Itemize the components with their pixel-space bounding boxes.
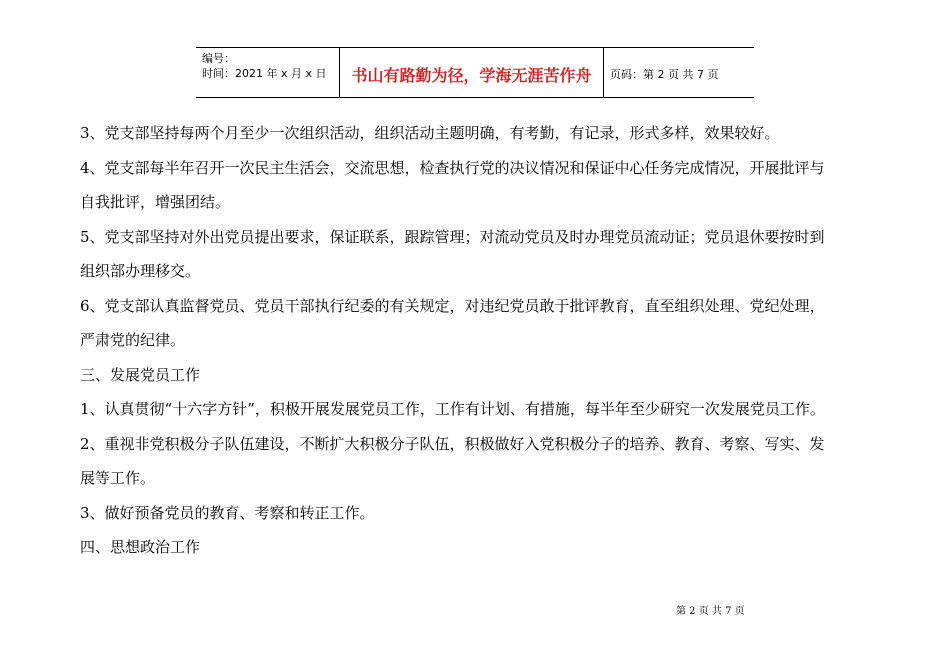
- page-footer: 第 2 页 共 7 页: [676, 606, 745, 617]
- paragraph-line: 4、党支部每半年召开一次民主生活会，交流思想，检查执行党的决议情况和保证中心任务完成情况，开展批评与: [80, 158, 825, 177]
- header-left-cell: [196, 48, 340, 97]
- page-header: [196, 47, 754, 98]
- paragraph-line: 自我批评，增强团结。: [80, 193, 231, 211]
- serial-number-label: 编号：: [202, 52, 235, 65]
- paragraph-line: 3、党支部坚持每两个月至少一次组织活动，组织活动主题明确，有考勤，有记录，形式多样，效果较好。: [80, 124, 780, 142]
- paragraph-line: 展等工作。: [80, 469, 156, 487]
- date-label: 时间：2021 年 x 月 x 日: [202, 67, 327, 80]
- paragraph-line: 1、认真贯彻“十六字方针”，积极开展发展党员工作，工作有计划、有措施，每半年至少研究一次发展党员工作。: [80, 400, 825, 418]
- section-heading: 三、发展党员工作: [80, 365, 201, 384]
- header-motto: 书山有路勤为径，学海无涯苦作舟: [340, 48, 604, 97]
- section-heading: 四、思想政治工作: [80, 538, 201, 556]
- header-page-info: 页码：第 2 页 共 7 页: [610, 67, 719, 81]
- paragraph-line: 组织部办理移交。: [80, 262, 201, 280]
- document-body: [80, 116, 880, 565]
- paragraph-line: 3、做好预备党员的教育、考察和转正工作。: [80, 503, 375, 522]
- paragraph-line: 5、党支部坚持对外出党员提出要求，保证联系，跟踪管理；对流动党员及时办理党员流动证；党员退休要按时到: [80, 227, 825, 246]
- paragraph-line: 2、重视非党积极分子队伍建设，不断扩大积极分子队伍，积极做好入党积极分子的培养、教育、考察、写实、发: [80, 434, 825, 453]
- paragraph-line: 严肃党的纪律。: [80, 331, 186, 349]
- paragraph-line: 6、党支部认真监督党员、党员干部执行纪委的有关规定，对违纪党员敢于批评教育，直至组织处理、党纪处理，: [80, 296, 825, 315]
